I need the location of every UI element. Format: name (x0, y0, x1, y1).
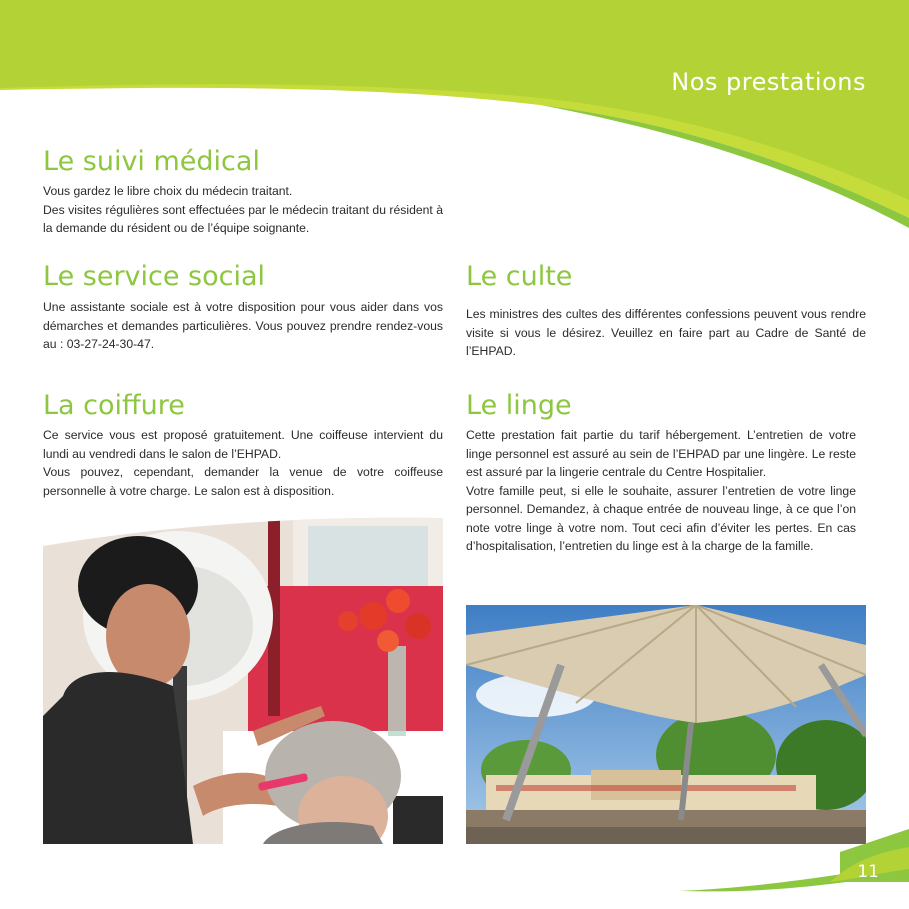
paragraph: Des visites régulières sont effectuées par le médecin traitant du résident à la demande du résident ou de l’équipe soignante. (43, 202, 443, 235)
text-service-social (43, 298, 443, 354)
title-service-social: Le service social (43, 261, 266, 292)
paragraph: Votre famille peut, si elle le souhaite, assurer l’entretien de votre linge personnel. Demandez, à chaque entrée de nouveau linge, à ce que l’on note votre linge à votre nom. Tout ceci afin d’éviter les pertes. En cas d’hospitalisation, l’entretien du linge est à la charge de la famille. (466, 483, 856, 553)
title-linge: Le linge (466, 390, 572, 421)
photo-hair-salon (43, 516, 443, 844)
footer-band (0, 829, 909, 909)
paragraph: Vous gardez le libre choix du médecin traitant. (43, 184, 293, 198)
paragraph: Les ministres des cultes des différentes confessions peuvent vous rendre visite si vous le désirez. Veuillez en faire part au Cadre de Santé de l’EHPAD. (466, 307, 866, 358)
title-culte: Le culte (466, 261, 573, 292)
title-suivi-medical: Le suivi médical (43, 146, 260, 177)
paragraph: Vous pouvez, cependant, demander la venue de votre coiffeuse personnelle à votre charge. Le salon est à disposition. (43, 465, 443, 498)
text-linge (466, 426, 856, 556)
title-coiffure: La coiffure (43, 390, 185, 421)
paragraph: Ce service vous est proposé gratuitement. Une coiffeuse intervient du lundi au vendredi dans le salon de l’EHPAD. (43, 428, 443, 461)
text-suivi-medical (43, 182, 443, 238)
photo-garden-canopy (466, 605, 866, 844)
page-number: 11 (857, 862, 879, 882)
paragraph: Cette prestation fait partie du tarif hébergement. L’entretien de votre linge personnel est assuré au sein de l’EHPAD par une lingère. Le reste est assuré par la lingerie centrale du Centre Hospitalier. (466, 428, 856, 479)
text-coiffure (43, 426, 443, 500)
paragraph: Une assistante sociale est à votre disposition pour vous aider dans vos démarches et demandes particulières. Vous pouvez prendre rendez-vous au : 03-27-24-30-47. (43, 300, 443, 351)
header-section-title: Nos prestations (671, 68, 866, 96)
text-culte (466, 305, 866, 361)
